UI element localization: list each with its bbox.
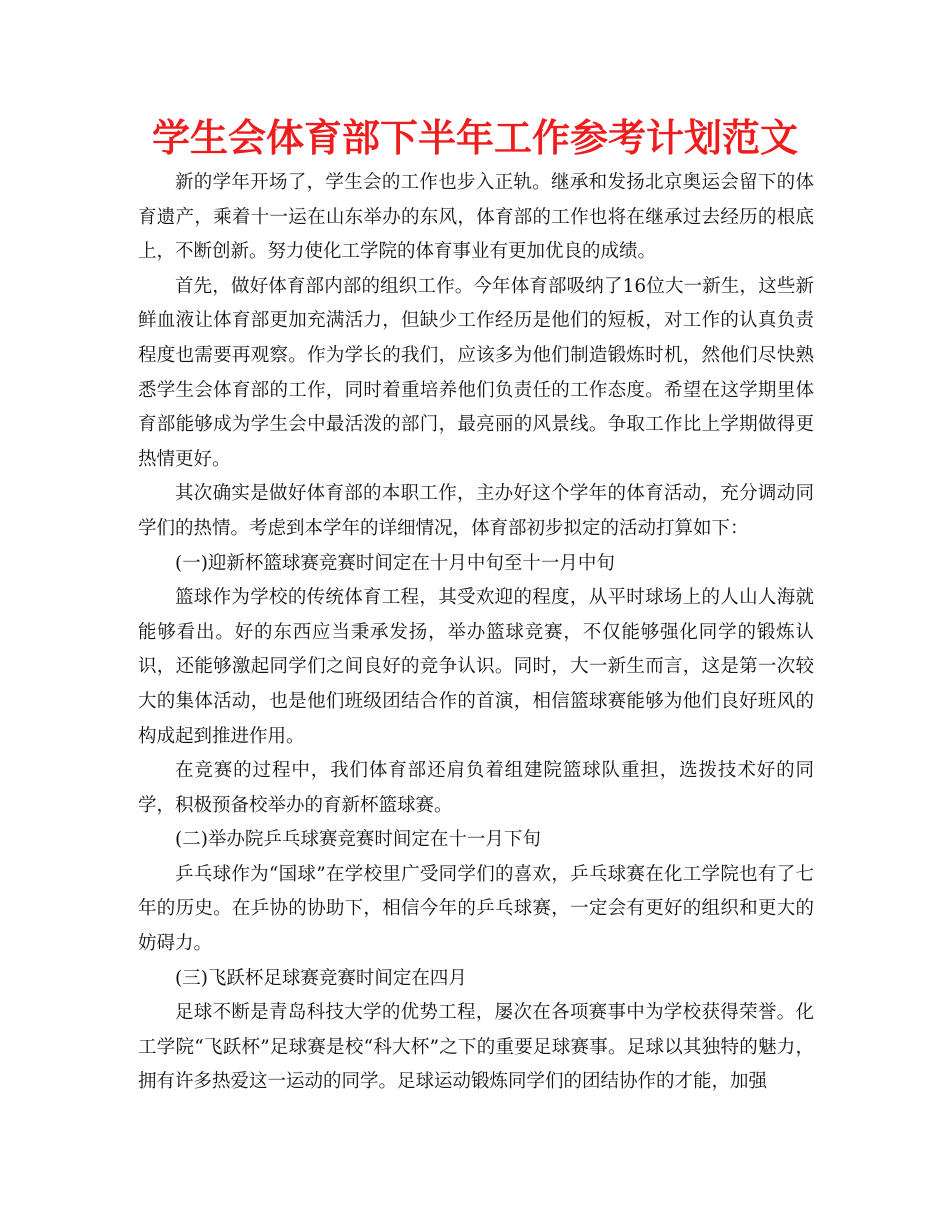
paragraph-organization: 首先，做好体育部内部的组织工作。今年体育部吸纳了16位大一新生，这些新鲜血液让体育部更加充满活力，但缺少工作经历是他们的短板，对工作的认真负责程度也需要再观察。作为学长的我们，应该多为他们制造锻炼时机，然他们尽快熟悉学生会体育部的工作，同时着重培养他们负责任的工作态度。希望在这学期里体育部能够成为学生会中最活泼的部门，最亮丽的风景线。争取工作比上学期做得更热情更好。 xyxy=(138,275,814,470)
document-body xyxy=(138,166,814,1100)
section-heading-football: (三)飞跃杯足球赛竞赛时间定在四月 xyxy=(175,967,467,989)
section-heading-pingpong: (二)举办院乒乓球赛竞赛时间定在十一月下旬 xyxy=(175,829,541,851)
paragraph-intro: 新的学年开场了，学生会的工作也步入正轨。继承和发扬北京奥运会留下的体育遗产，乘着十一运在山东举办的东风，体育部的工作也将在继承过去经历的根底上，不断创新。努力使化工学院的体育事业有更加优良的成绩。 xyxy=(138,172,814,263)
document-title: 学生会体育部下半年工作参考计划范文 xyxy=(151,116,798,160)
paragraph-basketball-team: 在竞赛的过程中，我们体育部还肩负着组建院篮球队重担，选拨技术好的同学，积极预备校举办的育新杯篮球赛。 xyxy=(138,760,814,816)
paragraph-football: 足球不断是青岛科技大学的优势工程，屡次在各项赛事中为学校获得荣誉。化工学院“飞跃杯”足球赛是校“科大杯”之下的重要足球赛事。足球以其独特的魅力，拥有许多热爱这一运动的同学。足球运动锻炼同学们的团结协作的才能，加强 xyxy=(138,1002,814,1093)
section-heading-basketball: (一)迎新杯篮球赛竞赛时间定在十月中旬至十一月中旬 xyxy=(175,552,615,574)
paragraph-basketball: 篮球作为学校的传统体育工程，其受欢迎的程度，从平时球场上的人山人海就能够看出。好的东西应当秉承发扬，举办篮球竞赛，不仅能够强化同学的锻炼认识，还能够激起同学们之间良好的竞争认识。同时，大一新生而言，这是第一次较大的集体活动，也是他们班级团结合作的首演，相信篮球赛能够为他们良好班风的构成起到推进作用。 xyxy=(138,587,814,747)
paragraph-duties: 其次确实是做好体育部的本职工作，主办好这个学年的体育活动，充分调动同学们的热情。考虑到本学年的详细情况，体育部初步拟定的活动打算如下： xyxy=(138,483,814,539)
paragraph-pingpong: 乒乓球作为“国球”在学校里广受同学们的喜欢，乒乓球赛在化工学院也有了七年的历史。在乒协的协助下，相信今年的乒乓球赛，一定会有更好的组织和更大的妨碍力。 xyxy=(138,863,814,955)
